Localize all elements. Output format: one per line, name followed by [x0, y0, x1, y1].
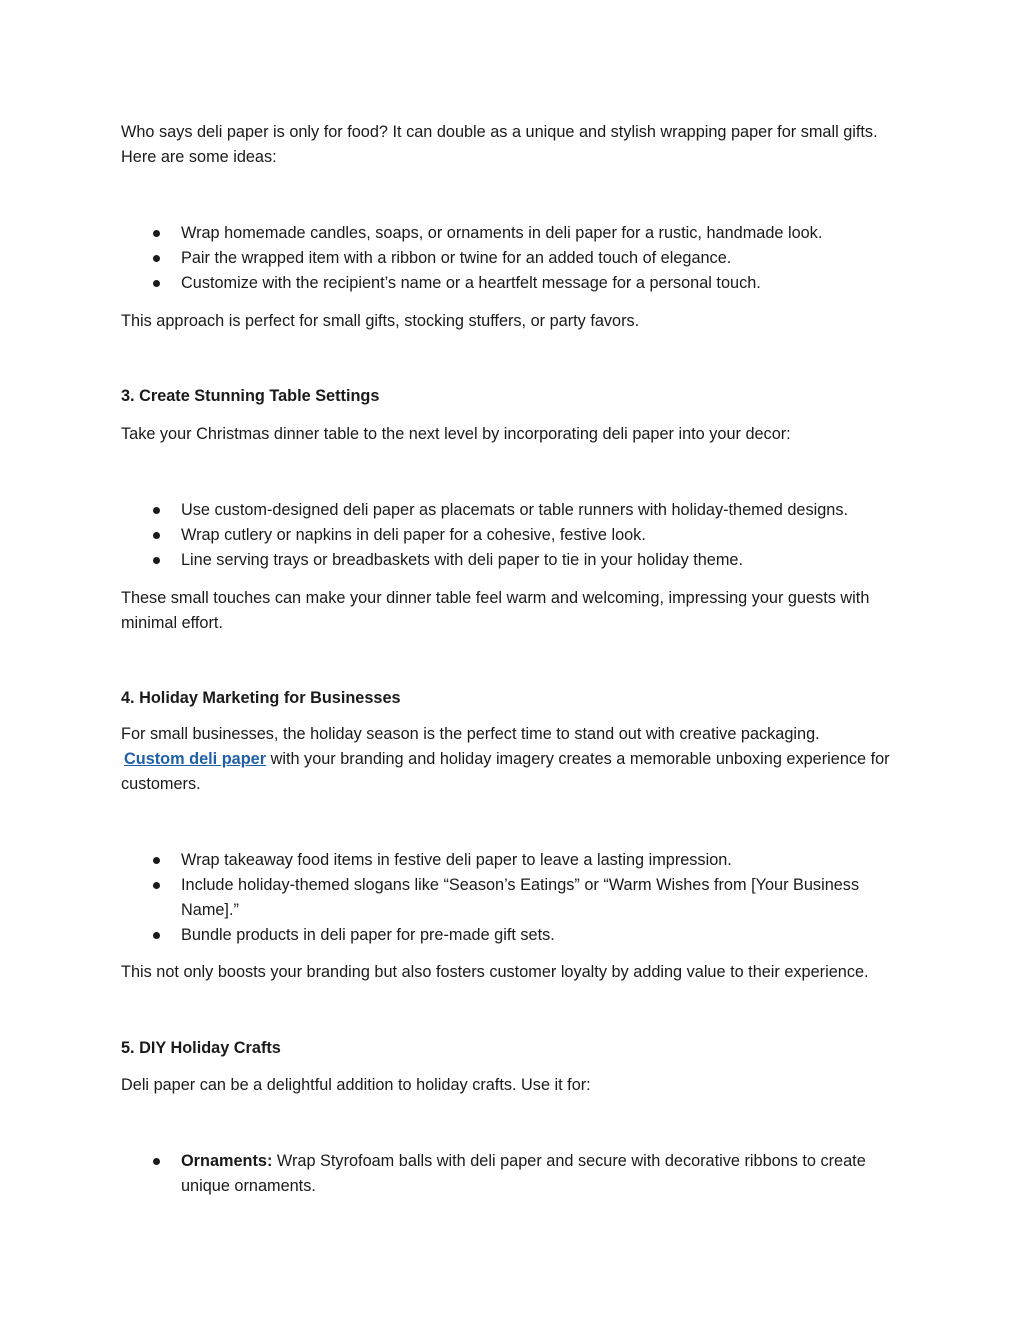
list-item: Wrap takeaway food items in festive deli paper to leave a lasting impression. [121, 848, 901, 873]
section3-heading: 3. Create Stunning Table Settings [121, 387, 380, 405]
bullet-icon [153, 507, 160, 514]
gift-outro: This approach is perfect for small gifts, stocking stuffers, or party favors. [121, 312, 640, 330]
crafts-list [121, 1149, 901, 1199]
item-label: Ornaments: [181, 1152, 273, 1170]
bullet-icon [153, 230, 160, 237]
custom-deli-paper-link[interactable]: Custom deli paper [124, 750, 267, 768]
bullet-icon [153, 932, 160, 939]
list-item: Use custom-designed deli paper as placemats or table runners with holiday-themed designs. [121, 498, 901, 523]
section4-heading: 4. Holiday Marketing for Businesses [121, 689, 401, 707]
list-item: Pair the wrapped item with a ribbon or twine for an added touch of elegance. [121, 246, 901, 271]
section5-lead: Deli paper can be a delightful addition to holiday crafts. Use it for: [121, 1076, 591, 1094]
section4-lead: For small businesses, the holiday season is the perfect time to stand out with creative packaging. Custom deli paper with your branding and holiday imagery creates a memorable unboxing experience for customers. [121, 725, 890, 793]
list-item: Wrap cutlery or napkins in deli paper for a cohesive, festive look. [121, 523, 901, 548]
section4-outro: This not only boosts your branding but also fosters customer loyalty by adding value to their experience. [121, 963, 869, 981]
section3-lead: Take your Christmas dinner table to the next level by incorporating deli paper into your decor: [121, 425, 791, 443]
list-item: Wrap homemade candles, soaps, or ornaments in deli paper for a rustic, handmade look. [121, 221, 901, 246]
bullet-icon [153, 857, 160, 864]
bullet-icon [153, 255, 160, 262]
list-item: Bundle products in deli paper for pre-made gift sets. [121, 923, 901, 948]
intro-paragraph: Who says deli paper is only for food? It can double as a unique and stylish wrapping paper for small gifts. Here are some ideas: [121, 123, 878, 166]
bullet-icon [153, 882, 160, 889]
bullet-icon [153, 1158, 160, 1165]
table-settings-list [121, 498, 901, 573]
list-item: Line serving trays or breadbaskets with deli paper to tie in your holiday theme. [121, 548, 901, 573]
marketing-list [121, 848, 901, 948]
list-item: Customize with the recipient’s name or a heartfelt message for a personal touch. [121, 271, 901, 296]
bullet-icon [153, 557, 160, 564]
section5-heading: 5. DIY Holiday Crafts [121, 1039, 281, 1057]
bullet-icon [153, 532, 160, 539]
bullet-icon [153, 280, 160, 287]
list-item: Include holiday-themed slogans like “Season’s Eatings” or “Warm Wishes from [Your Business Name].” [121, 873, 901, 923]
list-item: Ornaments: Wrap Styrofoam balls with deli paper and secure with decorative ribbons to create unique ornaments. [121, 1149, 901, 1199]
section3-outro: These small touches can make your dinner table feel warm and welcoming, impressing your guests with minimal effort. [121, 589, 870, 632]
gift-ideas-list [121, 221, 901, 296]
